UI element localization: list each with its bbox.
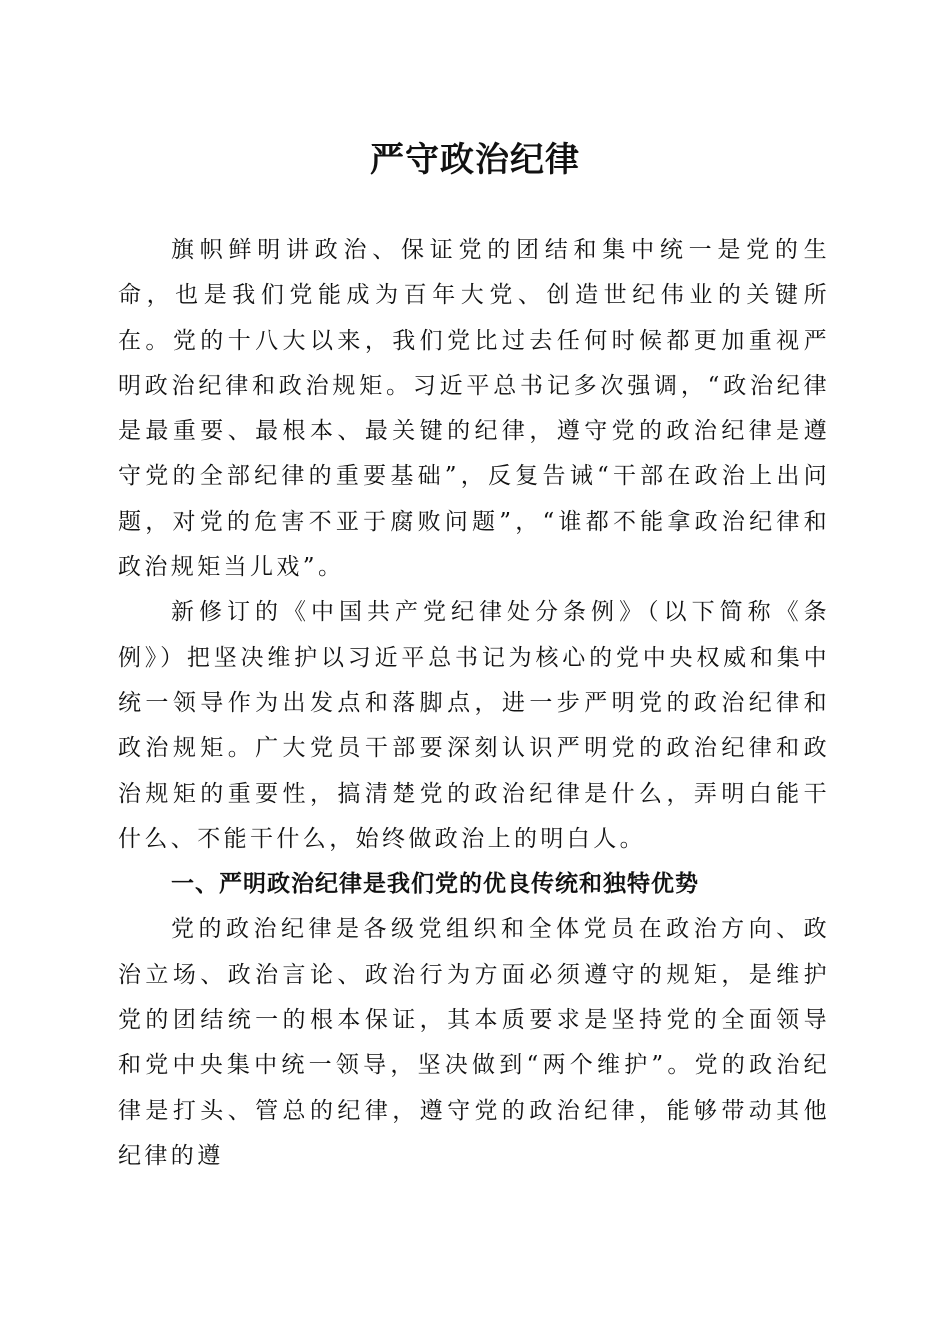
- section-heading-1: 一、严明政治纪律是我们党的优良传统和独特优势: [171, 871, 699, 898]
- document-title: 严守政治纪律: [370, 140, 580, 180]
- paragraph-regulation: 新修订的《中国共产党纪律处分条例》（以下简称《条例》）把坚决维护以习近平总书记为核心的党中央权威和集中统一领导作为出发点和落脚点，进一步严明党的政治纪律和政治规矩。广大党员干部要深刻认识严明党的政治纪律和政治规矩的重要性，搞清楚党的政治纪律是什么，弄明白能干什么、不能干什么，始终做政治上的明白人。: [118, 599, 830, 852]
- paragraph-section-1: 党的政治纪律是各级党组织和全体党员在政治方向、政治立场、政治言论、政治行为方面必须遵守的规矩，是维护党的团结统一的根本保证，其本质要求是坚持党的全面领导和党中央集中统一领导，坚决做到“两个维护”。党的政治纪律是打头、管总的纪律，遵守党的政治纪律，能够带动其他纪律的遵: [118, 916, 830, 1169]
- paragraph-intro: 旗帜鲜明讲政治、保证党的团结和集中统一是党的生命，也是我们党能成为百年大党、创造世纪伟业的关键所在。党的十八大以来，我们党比过去任何时候都更加重视严明政治纪律和政治规矩。习近平总书记多次强调，“政治纪律是最重要、最根本、最关键的纪律，遵守党的政治纪律是遵守党的全部纪律的重要基础”，反复告诫“干部在政治上出问题，对党的危害不亚于腐败问题”，“谁都不能拿政治纪律和政治规矩当儿戏”。: [118, 237, 830, 581]
- document-body: [118, 228, 830, 1179]
